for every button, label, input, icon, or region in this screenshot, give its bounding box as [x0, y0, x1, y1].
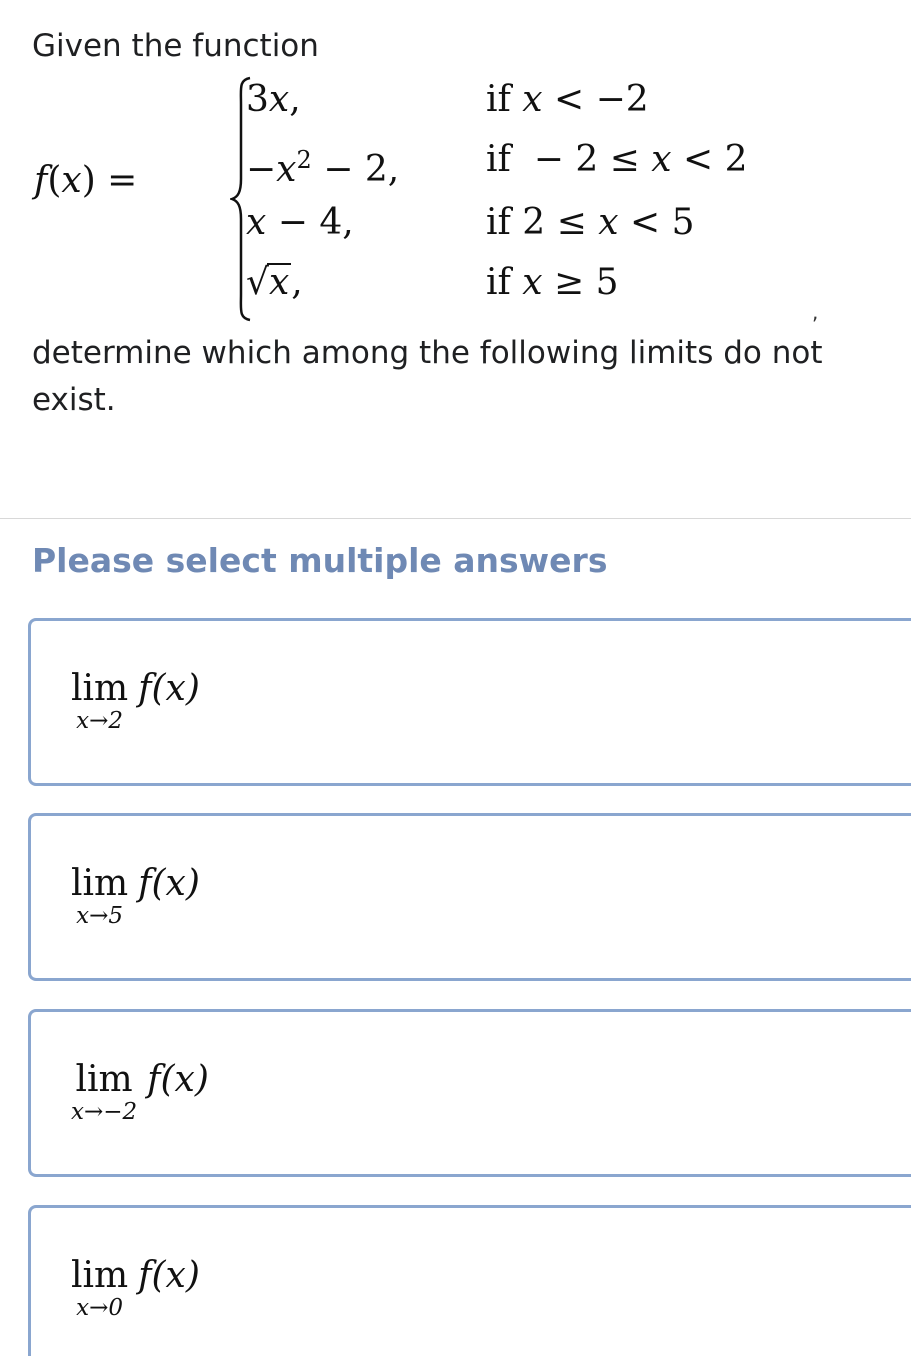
lim-label: lim: [71, 1255, 129, 1296]
question-intro: Given the function: [32, 28, 319, 64]
answer-option-1[interactable]: [28, 618, 911, 786]
case-4-expression: √x,: [246, 262, 303, 303]
lim-label: lim: [75, 1059, 133, 1100]
lim-subscript: x→0: [76, 1295, 124, 1321]
lim-function: f(x): [138, 668, 200, 709]
lim-subscript: x→2: [76, 708, 124, 734]
answer-option-3[interactable]: [28, 1009, 911, 1177]
answer-option-2[interactable]: [28, 813, 911, 981]
lim-subscript: x→−2: [71, 1099, 138, 1125]
section-divider: [0, 518, 911, 519]
instructions: Please select multiple answers: [32, 541, 608, 580]
stray-comma: ,: [812, 300, 819, 324]
function-lhs: f(x) =: [34, 160, 138, 201]
lim-label: lim: [71, 863, 129, 904]
limit-expression: [71, 863, 200, 930]
case-2-condition: if − 2 ≤ x < 2: [486, 139, 748, 180]
case-1-expression: 3x,: [246, 79, 301, 120]
limit-expression: [71, 668, 200, 735]
case-1-condition: if x < −2: [486, 79, 649, 120]
lim-label: lim: [71, 668, 129, 709]
lim-subscript: x→5: [76, 903, 124, 929]
case-4-condition: if x ≥ 5: [486, 262, 619, 303]
case-3-condition: if 2 ≤ x < 5: [486, 202, 695, 243]
question-tail: determine which among the following limits do not exist.: [32, 335, 823, 418]
limit-expression: [71, 1059, 209, 1126]
limit-expression: [71, 1255, 200, 1322]
lim-function: f(x): [138, 863, 200, 904]
lim-function: f(x): [138, 1255, 200, 1296]
piecewise-function: [30, 72, 850, 322]
function-name: f: [34, 160, 48, 201]
case-3-expression: x − 4,: [246, 202, 354, 243]
answer-option-4[interactable]: [28, 1205, 911, 1356]
lim-function: f(x): [147, 1059, 209, 1100]
case-2-expression: $-x^2 - 2$,: [246, 146, 400, 190]
sqrt-icon: √x: [246, 262, 290, 303]
function-var: x: [61, 160, 82, 201]
